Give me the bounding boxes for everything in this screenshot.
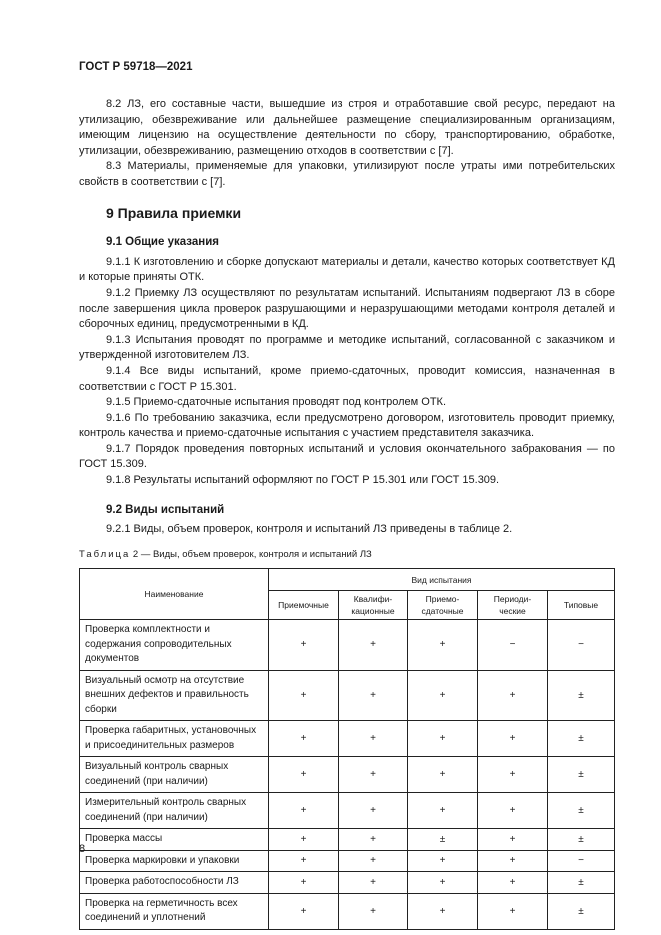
cell-mark: ± [548, 721, 615, 757]
table-row [80, 721, 615, 757]
items-9-1 [79, 255, 615, 489]
cell-mark: ± [548, 829, 615, 851]
cell-mark: − [478, 620, 548, 671]
cell-mark: + [408, 620, 478, 671]
table-row [80, 829, 615, 851]
paragraph-9-1-6: 9.1.6 По требованию заказчика, если предусмотрено договором, изготовитель проводит приемку, контроль качества и приемо-сдаточные испытания с участием представителя заказчика. [79, 411, 615, 440]
cell-mark: + [408, 721, 478, 757]
cell-mark: + [269, 670, 339, 721]
cell-mark: + [269, 757, 339, 793]
col-header: Периоди- ческие [478, 591, 548, 620]
cell-mark: ± [548, 893, 615, 929]
cell-mark: + [408, 757, 478, 793]
row-name: Измерительный контроль сварных соединений (при наличии) [80, 793, 269, 829]
cell-mark: + [339, 850, 408, 872]
table-row [80, 620, 615, 671]
section-heading-9-1: 9.1 Общие указания [106, 236, 219, 249]
cell-mark: + [408, 850, 478, 872]
cell-mark: + [478, 757, 548, 793]
caption-label: Таблица [79, 548, 131, 560]
cell-mark: ± [548, 793, 615, 829]
row-name: Проверка маркировки и упаковки [80, 850, 269, 872]
page-body [79, 97, 615, 930]
page-number: 8 [79, 843, 86, 855]
cell-mark: + [339, 872, 408, 894]
cell-mark: ± [548, 872, 615, 894]
paragraph-9-2-1: 9.2.1 Виды, объем проверок, контроля и испытаний ЛЗ приведены в таблице 2. [106, 523, 513, 536]
table-caption [79, 547, 615, 563]
col-header: Приемочные [269, 591, 339, 620]
col-header-group: Вид испытания [269, 569, 615, 591]
cell-mark: + [478, 872, 548, 894]
cell-mark: ± [548, 757, 615, 793]
cell-mark: + [269, 721, 339, 757]
cell-mark: + [339, 670, 408, 721]
paragraph-9-1-4: 9.1.4 Все виды испытаний, кроме приемо-сдаточных, проводит комиссия, назначенная в соответствии с ГОСТ Р 15.301. [79, 364, 615, 393]
cell-mark: + [478, 829, 548, 851]
cell-mark: + [478, 721, 548, 757]
cell-mark: + [339, 829, 408, 851]
cell-mark: + [269, 893, 339, 929]
cell-mark: + [478, 893, 548, 929]
table-row [80, 670, 615, 721]
paragraph-9-1-3: 9.1.3 Испытания проводят по программе и методике испытаний, согласованной с заказчиком и утвержденной изготовителем ЛЗ. [79, 333, 615, 362]
cell-mark: + [408, 793, 478, 829]
cell-mark: − [548, 620, 615, 671]
col-header: Квалифи- кационные [339, 591, 408, 620]
cell-mark: + [269, 829, 339, 851]
caption-text: 2 — Виды, объем проверок, контроля и испытаний ЛЗ [132, 548, 372, 560]
tests-table [79, 568, 615, 930]
cell-mark: + [408, 893, 478, 929]
section-heading-9: 9 Правила приемки [106, 204, 242, 221]
cell-mark: + [269, 793, 339, 829]
section-heading-9-2: 9.2 Виды испытаний [106, 503, 225, 516]
table-row [80, 850, 615, 872]
col-header: Приемо- сдаточные [408, 591, 478, 620]
cell-mark: + [339, 893, 408, 929]
cell-mark: ± [548, 670, 615, 721]
row-name: Проверка габаритных, установочных и присоединительных размеров [80, 721, 269, 757]
row-name: Проверка работоспособности ЛЗ [80, 872, 269, 894]
paragraph-9-1-7: 9.1.7 Порядок проведения повторных испытаний и условия окончательного забракования — по ГОСТ 15.309. [79, 442, 615, 471]
cell-mark: + [339, 721, 408, 757]
cell-mark: + [478, 793, 548, 829]
table-row [80, 757, 615, 793]
cell-mark: + [408, 670, 478, 721]
paragraph-8-2: 8.2 ЛЗ, его составные части, вышедшие из строя и отработавшие свой ресурс, передают на утилизацию, обезвреживание или дальнейшее размещение специализированным организациям, имеющим лицензию на осуществление деятельности по сбору, транспортированию, обработке, утилизации, обезвреживанию, размещению отходов в соответствии с [7]. [79, 98, 615, 157]
cell-mark: + [478, 670, 548, 721]
row-name: Проверка массы [80, 829, 269, 851]
cell-mark: + [408, 872, 478, 894]
col-header-name: Наименование [80, 569, 269, 620]
row-name: Проверка на герметичность всех соединений и уплотнений [80, 893, 269, 929]
row-name: Проверка комплектности и содержания сопроводительных документов [80, 620, 269, 671]
cell-mark: + [339, 620, 408, 671]
cell-mark: + [269, 850, 339, 872]
cell-mark: + [269, 872, 339, 894]
paragraph-8-3: 8.3 Материалы, применяемые для упаковки, утилизируют после утраты ими потребительских свойств в соответствии с [7]. [79, 160, 615, 188]
table-row [80, 872, 615, 894]
row-name: Визуальный осмотр на отсутствие внешних дефектов и правильность сборки [80, 670, 269, 721]
cell-mark: − [548, 850, 615, 872]
paragraph-9-1-2: 9.1.2 Приемку ЛЗ осуществляют по результатам испытаний. Испытаниям подвергают ЛЗ в сборе после завершения цикла проверок разрушающими и неразрушающими методами контроля деталей и сборочных единиц, предусмотренными в КД. [79, 286, 615, 331]
table-row [80, 793, 615, 829]
cell-mark: + [339, 757, 408, 793]
cell-mark: + [339, 793, 408, 829]
cell-mark: + [269, 620, 339, 671]
row-name: Визуальный контроль сварных соединений (при наличии) [80, 757, 269, 793]
document-header: ГОСТ Р 59718—2021 [79, 61, 193, 73]
paragraph-9-1-5: 9.1.5 Приемо-сдаточные испытания проводят под контролем ОТК. [106, 396, 447, 409]
cell-mark: ± [408, 829, 478, 851]
table-row [80, 893, 615, 929]
paragraph-9-1-8: 9.1.8 Результаты испытаний оформляют по ГОСТ Р 15.301 или ГОСТ 15.309. [106, 474, 500, 487]
paragraph-9-1-1: 9.1.1 К изготовлению и сборке допускают материалы и детали, качество которых соответствует КД и которые приняты ОТК. [79, 255, 615, 284]
cell-mark: + [478, 850, 548, 872]
col-header: Типовые [548, 591, 615, 620]
